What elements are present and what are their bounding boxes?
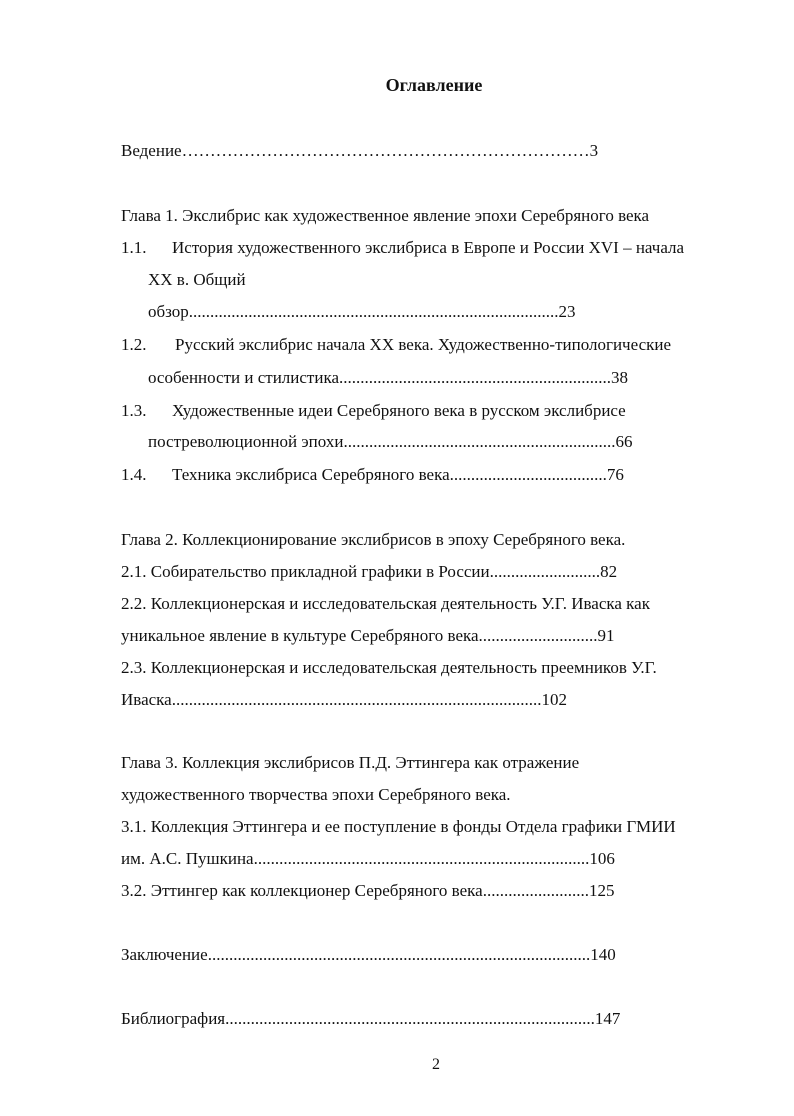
toc-leader: ....................................................................................... [225,1009,595,1028]
toc-label: Ведение [121,141,182,160]
toc-label: им. А.С. Пушкина [121,849,254,868]
toc-page: 76 [606,465,624,484]
toc-section-num: 1.2. [121,335,147,354]
toc-section-3-1[interactable]: 3.1. Коллекция Эттингера и ее поступление в фонды Отдела графики ГМИИ [121,817,676,836]
toc-page: 3 [589,141,599,160]
page-title: Оглавление [385,75,483,95]
toc-page: 140 [590,945,616,964]
toc-page: 82 [600,562,618,581]
page-number: 2 [432,1056,440,1073]
toc-leader: ....................................................................................... [188,302,559,321]
toc-section-3-1-cont[interactable] [121,848,615,870]
toc-entry-intro[interactable] [121,140,669,162]
toc-label: Заключение [121,945,208,964]
toc-page: 66 [615,432,633,451]
toc-label: особенности и стилистика [148,368,340,387]
toc-leader: ............................................................................... [253,849,590,868]
toc-section-num: 1.1. [121,238,147,257]
toc-chapter-1[interactable]: Глава 1. Экслибрис как художественное явление эпохи Серебряного века [121,206,650,225]
toc-leader: ....................................................................................... [171,690,542,709]
toc-section-1-2[interactable]: Русский экслибрис начала XX века. Художественно-типологические [175,335,672,354]
toc-section-2-1[interactable] [121,561,617,583]
toc-chapter-3[interactable]: Глава 3. Коллекция экслибрисов П.Д. Эттингера как отражение [121,753,580,772]
toc-section-1-1-line3[interactable] [148,301,576,323]
toc-section-1-3-cont[interactable] [148,431,632,453]
toc-label: постреволюционной эпохи [148,432,344,451]
toc-leader: .......................................................................................... [207,945,591,964]
toc-label: Техника экслибриса Серебряного века [172,465,450,484]
toc-section-1-4[interactable] [172,464,624,486]
toc-entry-conclusion[interactable] [121,944,616,966]
toc-section-1-3[interactable]: Художественные идеи Серебряного века в русском экслибрисе [172,401,626,420]
toc-chapter-3-cont: художественного творчества эпохи Серебряного века. [121,785,511,804]
toc-label: обзор [148,302,189,321]
toc-label: Иваска [121,690,172,709]
toc-page: 125 [588,881,615,900]
toc-leader: ................................................................ [343,432,616,451]
toc-page: 147 [594,1009,621,1028]
toc-label: уникальное явление в культуре Серебряного века [121,626,479,645]
toc-page: 91 [597,626,615,645]
toc-section-1-1-cont: XX в. Общий [148,270,246,289]
toc-page: 106 [589,849,615,868]
toc-page: 38 [611,368,629,387]
toc-label: 3.2. Эттингер как коллекционер Серебряного века [121,881,483,900]
toc-label: 2.1. Собирательство прикладной графики в России [121,562,490,581]
toc-label: Библиография [121,1009,226,1028]
toc-section-2-2[interactable]: 2.2. Коллекционерская и исследовательская деятельность У.Г. Иваска как [121,594,650,613]
toc-chapter-2[interactable]: Глава 2. Коллекционирование экслибрисов в эпоху Серебряного века. [121,530,626,549]
toc-leader: ..................................... [449,465,607,484]
toc-section-1-2-cont[interactable] [148,367,628,389]
toc-page: 23 [558,302,576,321]
toc-page: 102 [541,690,567,709]
toc-section-2-3-cont[interactable] [121,689,567,711]
toc-leader: ............................ [478,626,598,645]
toc-section-1-1[interactable]: История художественного экслибриса в Европе и России XVI – начала [172,238,685,257]
toc-section-num: 1.4. [121,465,147,484]
toc-leader: ……………………………………………………………… [181,141,590,160]
toc-section-3-2[interactable] [121,880,614,902]
toc-leader: ......................... [482,881,589,900]
toc-section-num: 1.3. [121,401,147,420]
toc-leader: .......................... [489,562,601,581]
toc-leader: ................................................................ [339,368,612,387]
toc-section-2-3[interactable]: 2.3. Коллекционерская и исследовательская деятельность преемников У.Г. [121,658,657,677]
toc-entry-bibliography[interactable] [121,1008,620,1030]
toc-section-2-2-cont[interactable] [121,625,615,647]
